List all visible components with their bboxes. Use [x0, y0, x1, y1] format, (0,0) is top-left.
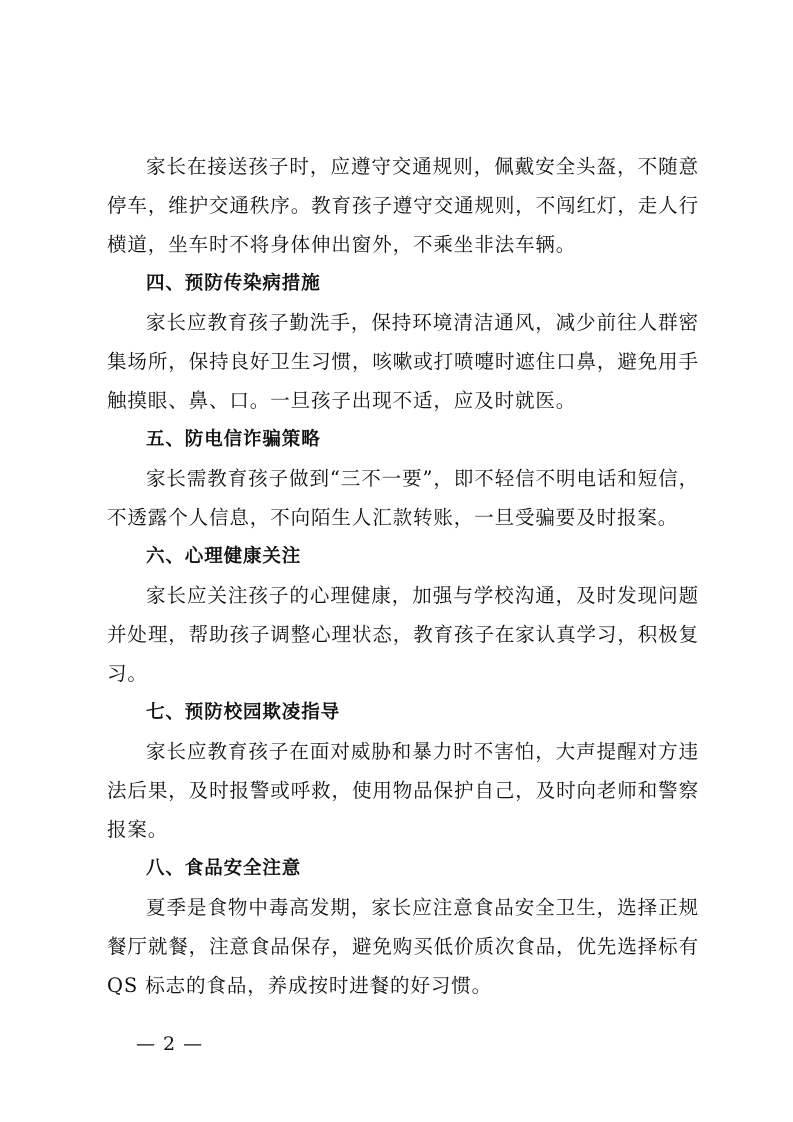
document-body — [107, 147, 699, 1005]
section-body-telecom-fraud: 家长需教育孩子做到“三不一要”，即不轻信不明电话和短信，不透露个人信息，不向陌生人汇款转账，一旦受骗要及时报案。 — [107, 467, 699, 529]
intro-paragraph: 家长在接送孩子时，应遵守交通规则，佩戴安全头盔，不随意停车，维护交通秩序。教育孩子遵守交通规则，不闯红灯，走人行横道，坐车时不将身体伸出窗外，不乘坐非法车辆。 — [107, 155, 699, 256]
page-number: — 2 — — [136, 1033, 204, 1055]
section-body-bullying: 家长应教育孩子在面对威胁和暴力时不害怕，大声提醒对方违法后果，及时报警或呼救，使用物品保护自己，及时向老师和警察报案。 — [107, 740, 699, 841]
section-heading-bullying: 七、预防校园欺凌指导 — [146, 702, 341, 723]
section-heading-infectious-disease: 四、预防传染病措施 — [146, 273, 321, 294]
section-heading-telecom-fraud: 五、防电信诈骗策略 — [146, 429, 321, 450]
section-body-infectious-disease: 家长应教育孩子勤洗手，保持环境清洁通风，减少前往人群密集场所，保持良好卫生习惯，咳嗽或打喷嚏时遮住口鼻，避免用手触摸眼、鼻、口。一旦孩子出现不适，应及时就医。 — [107, 311, 699, 412]
section-heading-mental-health: 六、心理健康关注 — [146, 546, 302, 567]
section-body-mental-health: 家长应关注孩子的心理健康，加强与学校沟通，及时发现问题并处理，帮助孩子调整心理状态，教育孩子在家认真学习，积极复习。 — [107, 584, 699, 685]
section-body-food-safety: 夏季是食物中毒高发期，家长应注意食品安全卫生，选择正规餐厅就餐，注意食品保存，避免购买低价质次食品，优先选择标有 QS 标志的食品，养成按时进餐的好习惯。 — [107, 896, 699, 997]
section-heading-food-safety: 八、食品安全注意 — [146, 858, 302, 879]
